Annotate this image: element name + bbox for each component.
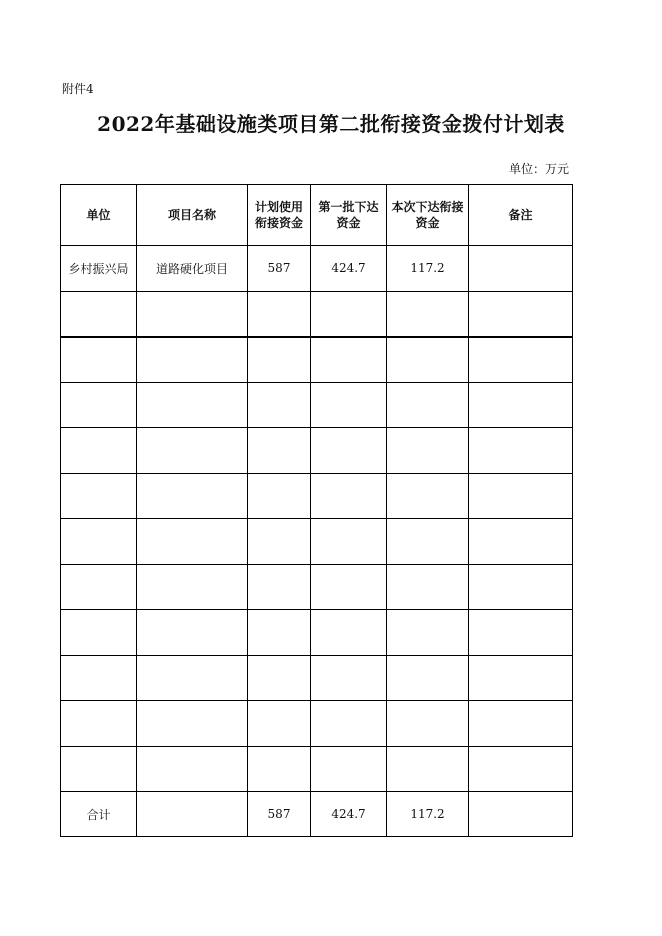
- cell-remarks: [469, 337, 573, 383]
- header-project-name: 项目名称: [137, 185, 248, 246]
- cell-this-batch: [387, 382, 469, 428]
- cell-this-batch: [387, 701, 469, 747]
- cell-project-name: [137, 428, 248, 474]
- cell-this-batch: [387, 519, 469, 565]
- cell-project-name: 道路硬化项目: [137, 246, 248, 292]
- cell-this-batch: [387, 428, 469, 474]
- cell-unit: [61, 746, 137, 792]
- cell-project-name: [137, 337, 248, 383]
- header-planned-funds: [248, 185, 311, 246]
- cell-planned-funds: 587: [248, 246, 311, 292]
- cell-remarks: [469, 746, 573, 792]
- header-unit: 单位: [61, 185, 137, 246]
- cell-unit: [61, 519, 137, 565]
- cell-first-batch: [311, 564, 387, 610]
- cell-project-name: [137, 701, 248, 747]
- cell-remarks: [469, 701, 573, 747]
- cell-planned-funds: [248, 701, 311, 747]
- cell-planned-funds: [248, 564, 311, 610]
- cell-remarks: [469, 655, 573, 701]
- cell-remarks: [469, 428, 573, 474]
- cell-project-name: [137, 655, 248, 701]
- header-this-batch-line2: 资金: [415, 216, 440, 230]
- table-row: [61, 701, 573, 747]
- cell-first-batch: [311, 473, 387, 519]
- total-project-name: [137, 792, 248, 837]
- cell-project-name: [137, 610, 248, 656]
- cell-planned-funds: [248, 610, 311, 656]
- table-row: [61, 291, 573, 337]
- cell-project-name: [137, 382, 248, 428]
- funding-plan-table: [60, 184, 573, 837]
- cell-planned-funds: [248, 473, 311, 519]
- table-row: [61, 246, 573, 292]
- total-this-batch: 117.2: [387, 792, 469, 837]
- cell-planned-funds: [248, 519, 311, 565]
- header-first-batch-line2: 资金: [336, 216, 361, 230]
- cell-first-batch: [311, 701, 387, 747]
- table-row: [61, 610, 573, 656]
- cell-planned-funds: [248, 428, 311, 474]
- cell-first-batch: [311, 519, 387, 565]
- cell-unit: [61, 382, 137, 428]
- cell-remarks: [469, 610, 573, 656]
- cell-unit: 乡村振兴局: [61, 246, 137, 292]
- cell-project-name: [137, 564, 248, 610]
- cell-this-batch: [387, 473, 469, 519]
- header-first-batch: [311, 185, 387, 246]
- cell-unit: [61, 655, 137, 701]
- cell-this-batch: [387, 291, 469, 337]
- cell-first-batch: [311, 382, 387, 428]
- cell-unit: [61, 337, 137, 383]
- cell-remarks: [469, 246, 573, 292]
- table-row: [61, 337, 573, 383]
- cell-planned-funds: [248, 382, 311, 428]
- cell-unit: [61, 564, 137, 610]
- cell-this-batch: [387, 564, 469, 610]
- table-row: [61, 564, 573, 610]
- table-row: [61, 655, 573, 701]
- table-row: [61, 382, 573, 428]
- cell-remarks: [469, 564, 573, 610]
- cell-this-batch: [387, 746, 469, 792]
- cell-project-name: [137, 746, 248, 792]
- cell-remarks: [469, 291, 573, 337]
- cell-unit: [61, 701, 137, 747]
- header-remarks: 备注: [469, 185, 573, 246]
- table-row: [61, 428, 573, 474]
- header-this-batch-line1: 本次下达衔接: [391, 200, 464, 214]
- cell-first-batch: [311, 610, 387, 656]
- cell-this-batch: [387, 610, 469, 656]
- table-header-row: [61, 185, 573, 246]
- total-first-batch: 424.7: [311, 792, 387, 837]
- cell-planned-funds: [248, 655, 311, 701]
- cell-first-batch: [311, 746, 387, 792]
- cell-this-batch: 117.2: [387, 246, 469, 292]
- header-first-batch-line1: 第一批下达: [318, 200, 379, 214]
- table-row: [61, 473, 573, 519]
- table-row: [61, 746, 573, 792]
- cell-this-batch: [387, 655, 469, 701]
- total-row: [61, 792, 573, 837]
- unit-label: 单位：万元: [508, 162, 569, 176]
- attachment-label: 附件4: [62, 82, 94, 96]
- cell-planned-funds: [248, 291, 311, 337]
- table-row: [61, 519, 573, 565]
- cell-this-batch: [387, 337, 469, 383]
- cell-unit: [61, 473, 137, 519]
- cell-remarks: [469, 519, 573, 565]
- cell-remarks: [469, 473, 573, 519]
- total-planned-funds: 587: [248, 792, 311, 837]
- cell-remarks: [469, 382, 573, 428]
- cell-project-name: [137, 519, 248, 565]
- header-this-batch: [387, 185, 469, 246]
- cell-planned-funds: [248, 337, 311, 383]
- total-remarks: [469, 792, 573, 837]
- header-planned-funds-line1: 计划使用: [254, 200, 303, 214]
- cell-first-batch: [311, 428, 387, 474]
- cell-project-name: [137, 291, 248, 337]
- header-planned-funds-line2: 衔接资金: [254, 216, 303, 230]
- cell-first-batch: [311, 655, 387, 701]
- cell-project-name: [137, 473, 248, 519]
- cell-unit: [61, 291, 137, 337]
- cell-first-batch: [311, 291, 387, 337]
- cell-unit: [61, 428, 137, 474]
- page-title: 2022年基础设施类项目第二批衔接资金拨付计划表: [97, 112, 565, 136]
- cell-planned-funds: [248, 746, 311, 792]
- cell-first-batch: [311, 337, 387, 383]
- cell-first-batch: 424.7: [311, 246, 387, 292]
- total-label: 合计: [61, 792, 137, 837]
- cell-unit: [61, 610, 137, 656]
